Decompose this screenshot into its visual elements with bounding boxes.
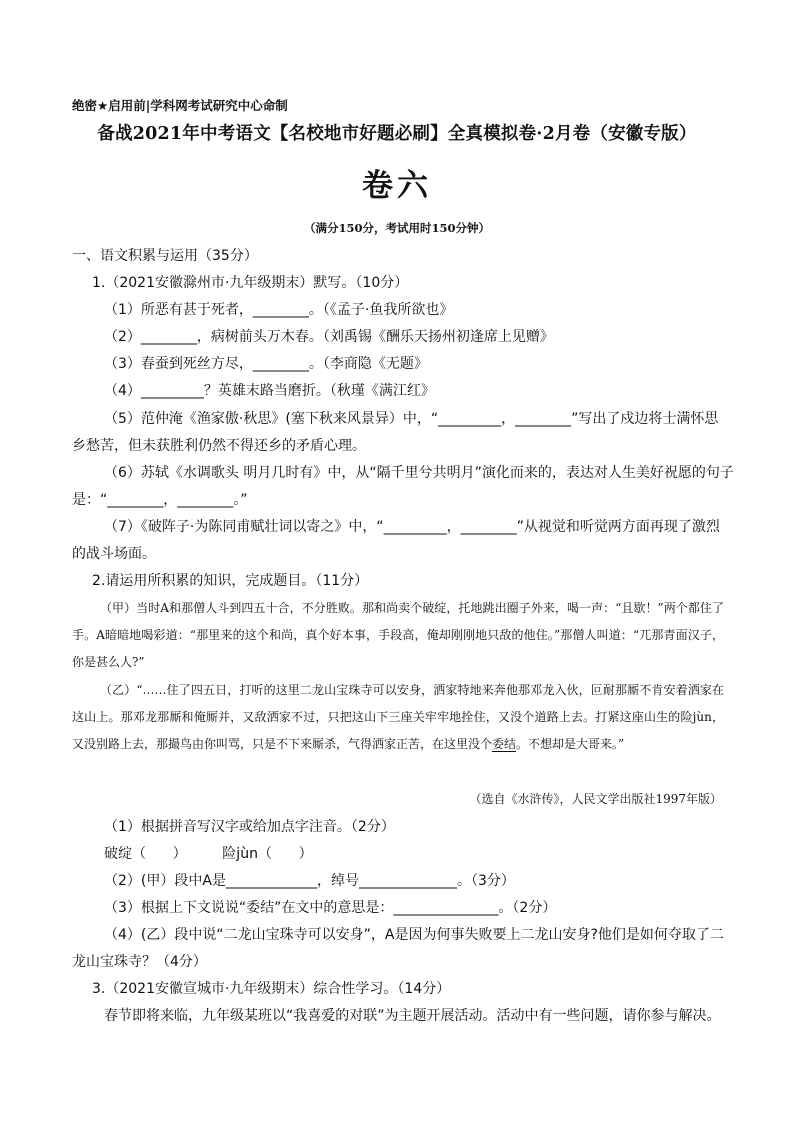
question-2-sub-3: （3）根据上下文说说“委结”在文中的意思是：_______________。（2分） [104,900,557,916]
confidential-header: 绝密★启用前|学科网考试研究中心命制 [72,98,288,113]
exam-title: 备战2021年中考语文【名校地市好题必刷】全真模拟卷·2月卷（安徽专版） [97,124,697,144]
question-1-item-3: （3）春蚕到死丝方尽，________。（李商隐《无题》 [104,356,428,372]
question-1-item-6-line-2: 是：“________，________。” [72,492,248,508]
passage-a: （甲）当时A和那僧人斗到四五十合，不分胜败。那和尚卖个破绽，托地跳出圈子外来，喝一声：“且歇！”两个都住了手。A暗暗地喝彩道：“那里来的这个和尚，真个好本事，手段高，俺却刚刚地只敌的他住。”那僧人叫道：“兀那青面汉子，你是甚么人?” [72,601,724,670]
question-2-sub-2: （2）(甲）段中A是_____________，绰号______________。（3分） [104,873,515,889]
question-1-stem: 1.（2021安徽滁州市·九年级期末）默写。（10分） [92,275,409,291]
score-time-note: （满分150分，考试用时150分钟） [303,221,490,235]
question-1-item-5-line-2: 乡愁苦，但未获胜利仍然不得还乡的矛盾心理。 [72,438,366,454]
passage-b [72,677,724,759]
question-1-item-7-line-1: （7）《破阵子·为陈同甫赋壮词以寄之》中，“_________，________”从视觉和听觉两方面再现了激烈 [104,519,720,535]
question-2-sub-4-line-1: （4）(乙）段中说“二龙山宝珠寺可以安身”，A是因为何事失败要上二龙山安身?他们是如何夺取了二 [104,927,724,943]
question-2-sub-1-answer: 破绽（ ） 险jùn（ ） [104,846,313,862]
section-heading: 一、语文积累与运用（35分） [72,248,258,264]
question-3-intro: 春节即将来临，九年级某班以“我喜爱的对联”为主题开展活动。活动中有一些问题，请你参与解决。 [104,1008,721,1024]
question-1-item-1: （1）所恶有甚于死者，________。（《孟子·鱼我所欲也》 [104,302,454,318]
passage-b-text: （乙）“……住了四五日，打听的这里二龙山宝珠寺可以安身，洒家特地来奔他那邓龙入伙，叵耐那厮不肯安着洒家在这山上。那邓龙那厮和俺厮并，又敌洒家不过，只把这山下三座关牢牢地拴住，又没个道路上去。打紧这座山生的险jùn，又没别路上去，那撮鸟由你叫骂，只是不下来厮杀，气得洒家正苦，在这里没个 [72,683,724,752]
question-2-sub-4-line-2: 龙山宝珠寺？（4分） [72,954,207,970]
question-2-stem: 2.请运用所积累的知识，完成题目。（11分） [92,573,369,589]
question-1-item-5-line-1: （5）范仲淹《渔家傲·秋思》(塞下秋来风景异）中，“_________，________”写出了戍边将士满怀思 [104,411,719,427]
passage-b-text-end: 。不想却是大哥来。” [516,737,625,752]
question-2-sub-1: （1）根据拼音写汉字或给加点字注音。（2分） [104,819,395,835]
passage-source: （选自《水浒传》，人民文学出版社1997年版） [469,792,722,806]
question-1-item-2: （2）________，病树前头万木春。（刘禹锡《酬乐天扬州初逢席上见赠》 [104,329,554,345]
paper-subtitle: 卷六 [362,168,432,204]
question-3-stem: 3.（2021安徽宣城市·九年级期末）综合性学习。（14分） [92,981,451,997]
passage-b-underlined-word: 委结 [492,737,517,752]
question-1-item-6-line-1: （6）苏轼《水调歌头 明月几时有》中，从“隔千里兮共明月”演化而来的，表达对人生美好祝愿的句子 [104,465,734,481]
question-1-item-4: （4）_________？英雄末路当磨折。（秋瑾《满江红》 [104,383,435,399]
question-1-item-7-line-2: 的战斗场面。 [72,546,156,562]
